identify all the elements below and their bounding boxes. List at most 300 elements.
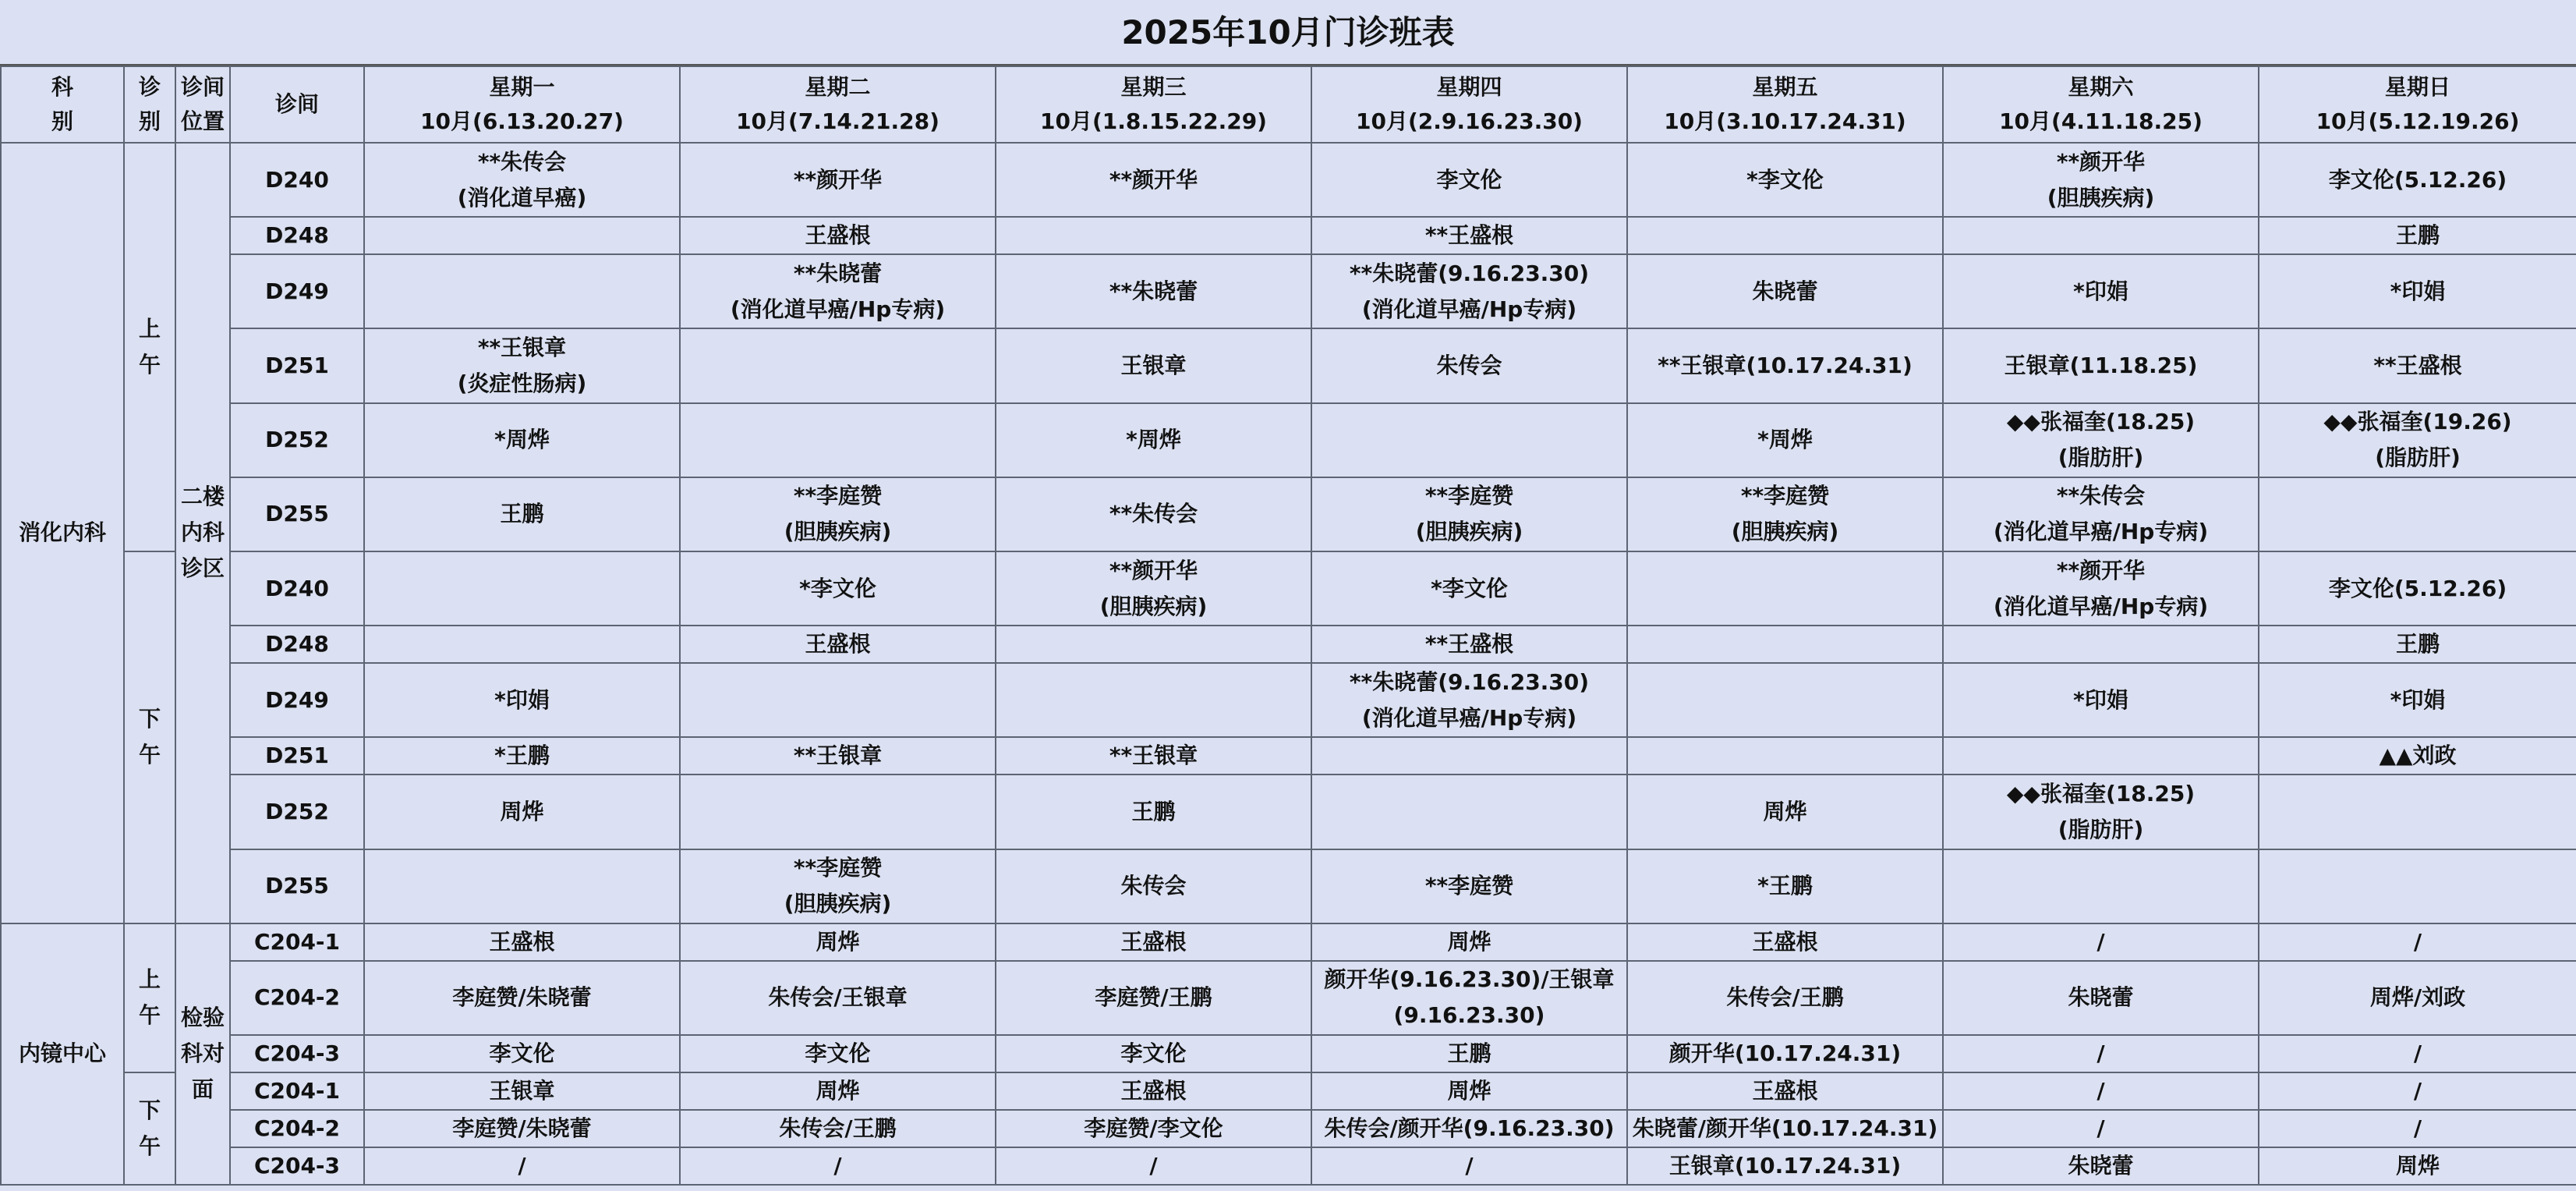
schedule-cell xyxy=(1627,626,1943,663)
doctor-entry: 王盛根 xyxy=(805,631,871,658)
doctor-entry: 李庭赞/朱晓蕾 xyxy=(452,1115,592,1141)
schedule-cell xyxy=(680,551,996,626)
schedule-cell xyxy=(364,849,680,923)
schedule-cell xyxy=(1943,923,2259,961)
doctor-entry: 李文伦 xyxy=(1436,166,1502,193)
schedule-cell xyxy=(2259,1110,2576,1147)
schedule-cell xyxy=(680,143,996,217)
header-day xyxy=(364,66,680,143)
schedule-cell xyxy=(364,663,680,737)
day-dates: 10月(3.10.17.24.31) xyxy=(1664,108,1906,134)
doctor-entry: 李文伦(5.12.26) xyxy=(2328,575,2507,601)
schedule-cell xyxy=(2259,254,2576,328)
schedule-cell xyxy=(364,143,680,217)
dept-cell: 消化内科 xyxy=(1,143,124,923)
schedule-cell xyxy=(1311,775,1627,849)
schedule-cell xyxy=(2259,143,2576,217)
doctor-entry: **颜开华 xyxy=(2056,557,2146,583)
doctor-entry: *周烨 xyxy=(1757,427,1813,453)
doctor-entry: 王银章 xyxy=(489,1077,555,1104)
schedule-row xyxy=(1,551,2576,626)
doctor-entry: 朱传会/王银章 xyxy=(768,984,908,1011)
doctor-entry: 王盛根 xyxy=(805,222,871,249)
location-label: 内科 xyxy=(180,519,225,546)
header-room: 诊间 xyxy=(230,66,364,143)
schedule-cell xyxy=(680,1072,996,1110)
doctor-entry: **朱晓蕾 xyxy=(1109,278,1198,304)
schedule-cell xyxy=(1627,1110,1943,1147)
schedule-cell xyxy=(1311,217,1627,254)
schedule-cell xyxy=(1943,217,2259,254)
session-cell xyxy=(124,143,175,551)
schedule-cell xyxy=(1943,961,2259,1035)
schedule-cell xyxy=(1311,849,1627,923)
doctor-entry: / xyxy=(518,1152,526,1179)
schedule-cell xyxy=(2259,626,2576,663)
schedule-row xyxy=(1,143,2576,217)
doctor-entry: 李文伦(5.12.26) xyxy=(2328,166,2507,193)
header-session-line: 诊 xyxy=(138,74,161,100)
header-day xyxy=(1311,66,1627,143)
doctor-entry: 朱传会/颜开华(9.16.23.30) xyxy=(1324,1115,1615,1141)
room-cell: D255 xyxy=(230,849,364,923)
doctor-entry: / xyxy=(2413,928,2422,955)
session-cell xyxy=(124,551,175,923)
room-cell: C204-2 xyxy=(230,1110,364,1147)
schedule-cell xyxy=(364,923,680,961)
schedule-cell xyxy=(1627,1035,1943,1072)
doctor-entry: 李庭赞/王鹏 xyxy=(1095,984,1212,1011)
doctor-entry: **颜开华 xyxy=(1109,166,1198,193)
doctor-entry: **颜开华 xyxy=(1109,557,1198,583)
schedule-cell xyxy=(364,961,680,1035)
doctor-entry: **王盛根 xyxy=(1424,631,1514,658)
schedule-cell xyxy=(1311,1110,1627,1147)
doctor-entry: 朱晓蕾/颜开华(10.17.24.31) xyxy=(1632,1115,1938,1141)
doctor-entry: **朱晓蕾 xyxy=(793,260,883,286)
day-dates: 10月(7.14.21.28) xyxy=(736,108,939,134)
schedule-cell xyxy=(364,626,680,663)
schedule-cell xyxy=(2259,663,2576,737)
room-cell: D251 xyxy=(230,737,364,775)
schedule-cell xyxy=(680,477,996,551)
schedule-cell xyxy=(2259,1035,2576,1072)
schedule-cell xyxy=(1627,663,1943,737)
location-label: 二楼 xyxy=(180,484,225,510)
session-label: 下 xyxy=(138,1097,161,1123)
schedule-cell xyxy=(2259,775,2576,849)
doctor-entry: 王盛根 xyxy=(1752,928,1818,955)
doctor-entry: **朱传会 xyxy=(2056,483,2146,509)
schedule-cell xyxy=(2259,1072,2576,1110)
schedule-row xyxy=(1,663,2576,737)
doctor-entry: 李庭赞/朱晓蕾 xyxy=(452,984,592,1011)
doctor-entry: 李文伦 xyxy=(805,1040,871,1066)
doctor-entry: / xyxy=(2097,1077,2105,1104)
schedule-cell xyxy=(2259,328,2576,402)
schedule-cell xyxy=(680,217,996,254)
schedule-cell xyxy=(2259,217,2576,254)
schedule-cell xyxy=(996,217,1311,254)
doctor-entry: *印娟 xyxy=(494,686,550,713)
schedule-cell xyxy=(1311,923,1627,961)
schedule-cell xyxy=(1627,477,1943,551)
header-dept xyxy=(1,66,124,143)
doctor-entry: (脂肪肝) xyxy=(2375,445,2461,471)
schedule-cell xyxy=(996,626,1311,663)
location-label: 科对 xyxy=(180,1040,225,1067)
schedule-cell xyxy=(1943,737,2259,775)
doctor-entry: *李文伦 xyxy=(1746,166,1824,193)
schedule-cell xyxy=(680,626,996,663)
schedule-cell xyxy=(680,961,996,1035)
doctor-entry: (胆胰疾病) xyxy=(1415,519,1523,545)
schedule-cell xyxy=(680,254,996,328)
schedule-cell xyxy=(2259,477,2576,551)
session-label: 下 xyxy=(138,706,161,732)
schedule-cell xyxy=(1943,143,2259,217)
schedule-row xyxy=(1,923,2576,961)
schedule-cell xyxy=(2259,849,2576,923)
doctor-entry: *印娟 xyxy=(2073,686,2128,713)
doctor-entry: 周烨 xyxy=(500,798,544,824)
doctor-entry: 周烨 xyxy=(1447,928,1491,955)
doctor-entry: / xyxy=(2413,1077,2422,1104)
room-cell: D249 xyxy=(230,254,364,328)
doctor-entry: 王鹏 xyxy=(1131,798,1176,824)
schedule-cell xyxy=(1311,663,1627,737)
schedule-row xyxy=(1,254,2576,328)
header-session-line: 别 xyxy=(138,108,161,134)
schedule-cell xyxy=(996,551,1311,626)
schedule-cell xyxy=(1311,328,1627,402)
room-cell: D255 xyxy=(230,477,364,551)
doctor-entry: 周烨 xyxy=(2395,1152,2440,1179)
header-day xyxy=(1627,66,1943,143)
doctor-entry: **李庭赞 xyxy=(793,483,883,509)
room-cell: D251 xyxy=(230,328,364,402)
doctor-entry: **颜开华 xyxy=(2056,148,2146,175)
doctor-entry: ◆◆张福奎(18.25) xyxy=(2006,780,2196,806)
location-cell xyxy=(175,923,230,1185)
schedule-cell xyxy=(1627,923,1943,961)
doctor-entry: **王银章 xyxy=(793,743,883,769)
schedule-cell xyxy=(680,775,996,849)
doctor-entry: 周烨 xyxy=(1763,798,1807,824)
doctor-entry: 颜开华(9.16.23.30)/王银章 xyxy=(1324,966,1615,993)
doctor-entry: **王银章 xyxy=(1109,743,1198,769)
schedule-cell xyxy=(680,1147,996,1185)
schedule-cell xyxy=(1627,551,1943,626)
session-label: 午 xyxy=(138,1002,161,1029)
schedule-cell xyxy=(364,477,680,551)
schedule-cell xyxy=(996,254,1311,328)
schedule-cell xyxy=(996,403,1311,477)
day-name: 星期四 xyxy=(1436,74,1502,100)
doctor-entry: / xyxy=(2097,928,2105,955)
header-day xyxy=(2259,66,2576,143)
day-name: 星期五 xyxy=(1752,74,1818,100)
doctor-entry: 朱传会 xyxy=(1436,352,1502,378)
schedule-cell xyxy=(1943,626,2259,663)
schedule-cell xyxy=(364,328,680,402)
room-cell: C204-2 xyxy=(230,961,364,1035)
schedule-row xyxy=(1,1072,2576,1110)
schedule-cell xyxy=(2259,551,2576,626)
schedule-cell xyxy=(2259,923,2576,961)
doctor-entry: (胆胰疾病) xyxy=(784,519,892,545)
doctor-entry: 王鹏 xyxy=(2395,631,2440,658)
doctor-entry: **王银章 xyxy=(477,334,567,360)
schedule-cell xyxy=(1311,737,1627,775)
schedule-row xyxy=(1,626,2576,663)
doctor-entry: (消化道早癌/Hp专病) xyxy=(1361,704,1577,731)
doctor-entry: (胆胰疾病) xyxy=(1731,519,1839,545)
session-cell xyxy=(124,1072,175,1185)
doctor-entry: **王银章(10.17.24.31) xyxy=(1658,352,1913,378)
doctor-entry: *王鹏 xyxy=(494,743,550,769)
room-cell: D240 xyxy=(230,143,364,217)
schedule-cell xyxy=(996,1072,1311,1110)
schedule-cell xyxy=(1627,1072,1943,1110)
schedule-cell xyxy=(1627,403,1943,477)
room-cell: D248 xyxy=(230,217,364,254)
doctor-entry: 周烨 xyxy=(816,928,860,955)
header-dept-line: 科 xyxy=(51,74,73,100)
doctor-entry: *印娟 xyxy=(2073,278,2128,304)
location-label: 面 xyxy=(191,1076,214,1103)
schedule-row xyxy=(1,217,2576,254)
doctor-entry: **朱传会 xyxy=(477,148,567,175)
schedule-cell xyxy=(2259,737,2576,775)
schedule-row xyxy=(1,1035,2576,1072)
doctor-entry: ▲▲刘政 xyxy=(2379,743,2457,769)
schedule-cell xyxy=(1627,328,1943,402)
doctor-entry: 王盛根 xyxy=(1120,1077,1187,1104)
room-cell: C204-3 xyxy=(230,1035,364,1072)
schedule-cell xyxy=(364,551,680,626)
doctor-entry: ◆◆张福奎(19.26) xyxy=(2323,409,2512,435)
day-dates: 10月(2.9.16.23.30) xyxy=(1356,108,1583,134)
doctor-entry: 王鹏 xyxy=(1447,1040,1491,1066)
doctor-entry: **李庭赞 xyxy=(793,855,883,881)
doctor-entry: (9.16.23.30) xyxy=(1393,1002,1545,1029)
schedule-cell xyxy=(996,328,1311,402)
schedule-row xyxy=(1,775,2576,849)
doctor-entry: (消化道早癌/Hp专病) xyxy=(1993,519,2209,545)
schedule-cell xyxy=(1627,1147,1943,1185)
schedule-cell xyxy=(1627,961,1943,1035)
room-cell: C204-3 xyxy=(230,1147,364,1185)
schedule-cell xyxy=(2259,961,2576,1035)
schedule-cell xyxy=(1311,1147,1627,1185)
schedule-cell xyxy=(996,1035,1311,1072)
schedule-cell xyxy=(1943,477,2259,551)
doctor-entry: / xyxy=(2097,1040,2105,1066)
schedule-cell xyxy=(680,737,996,775)
schedule-body xyxy=(1,66,2576,1185)
doctor-entry: 王盛根 xyxy=(1752,1077,1818,1104)
schedule-cell xyxy=(2259,403,2576,477)
schedule-cell xyxy=(996,961,1311,1035)
day-name: 星期日 xyxy=(2384,74,2450,100)
schedule-cell xyxy=(364,403,680,477)
schedule-cell xyxy=(364,1072,680,1110)
session-label: 上 xyxy=(138,966,161,993)
doctor-entry: / xyxy=(1465,1152,1474,1179)
header-location-line: 位置 xyxy=(180,108,225,134)
doctor-entry: 李庭赞/李文伦 xyxy=(1084,1115,1223,1141)
schedule-cell xyxy=(2259,1147,2576,1185)
schedule-row xyxy=(1,328,2576,402)
doctor-entry: *周烨 xyxy=(494,427,550,453)
doctor-entry: 颜开华(10.17.24.31) xyxy=(1668,1040,1902,1066)
doctor-entry: (炎症性肠病) xyxy=(457,370,587,396)
schedule-cell xyxy=(364,217,680,254)
header-dept-line: 别 xyxy=(51,108,73,134)
doctor-entry: 朱晓蕾 xyxy=(1752,278,1818,304)
doctor-entry: *李文伦 xyxy=(1431,575,1508,601)
header-location-line: 诊间 xyxy=(180,74,225,100)
doctor-entry: 王银章(10.17.24.31) xyxy=(1668,1152,1902,1179)
doctor-entry: **王盛根 xyxy=(1424,222,1514,249)
doctor-entry: **朱晓蕾(9.16.23.30) xyxy=(1349,668,1590,695)
schedule-cell xyxy=(680,1110,996,1147)
doctor-entry: (消化道早癌/Hp专病) xyxy=(1993,593,2209,619)
schedule-cell xyxy=(364,1110,680,1147)
day-name: 星期二 xyxy=(805,74,871,100)
schedule-cell xyxy=(364,737,680,775)
schedule-cell xyxy=(1311,551,1627,626)
location-cell xyxy=(175,143,230,923)
schedule-cell xyxy=(1311,254,1627,328)
session-label: 午 xyxy=(138,742,161,768)
doctor-entry: **颜开华 xyxy=(793,166,883,193)
doctor-entry: 朱晓蕾 xyxy=(2068,984,2134,1011)
doctor-entry: 王鹏 xyxy=(500,501,544,527)
schedule-cell xyxy=(1627,254,1943,328)
schedule-cell xyxy=(996,663,1311,737)
schedule-row xyxy=(1,477,2576,551)
doctor-entry: 王银章(11.18.25) xyxy=(2004,352,2198,378)
doctor-entry: (消化道早癌/Hp专病) xyxy=(730,296,946,322)
room-cell: D252 xyxy=(230,775,364,849)
room-cell: D249 xyxy=(230,663,364,737)
day-name: 星期三 xyxy=(1120,74,1187,100)
schedule-cell xyxy=(996,477,1311,551)
schedule-row xyxy=(1,849,2576,923)
schedule-cell xyxy=(1311,1035,1627,1072)
room-cell: C204-1 xyxy=(230,1072,364,1110)
schedule-cell xyxy=(364,1035,680,1072)
schedule-row xyxy=(1,403,2576,477)
location-label: 检验 xyxy=(180,1005,225,1031)
schedule-cell xyxy=(1311,626,1627,663)
doctor-entry: *王鹏 xyxy=(1757,873,1813,899)
doctor-entry: *印娟 xyxy=(2390,686,2446,713)
schedule-cell xyxy=(680,403,996,477)
schedule-cell xyxy=(1311,143,1627,217)
doctor-entry: / xyxy=(1149,1152,1158,1179)
doctor-entry: **朱传会 xyxy=(1109,501,1198,527)
day-dates: 10月(1.8.15.22.29) xyxy=(1040,108,1267,134)
room-cell: D248 xyxy=(230,626,364,663)
schedule-cell xyxy=(1943,328,2259,402)
doctor-entry: (消化道早癌) xyxy=(457,184,587,211)
doctor-entry: (脂肪肝) xyxy=(2058,816,2144,842)
doctor-entry: (胆胰疾病) xyxy=(2047,184,2155,211)
doctor-entry: ◆◆张福奎(18.25) xyxy=(2006,409,2196,435)
schedule-cell xyxy=(680,1035,996,1072)
session-cell xyxy=(124,923,175,1072)
doctor-entry: **李庭赞 xyxy=(1740,483,1830,509)
doctor-entry: / xyxy=(2097,1115,2105,1141)
page-title: 2025年10月门诊班表 xyxy=(0,0,2576,66)
doctor-entry: / xyxy=(2413,1115,2422,1141)
doctor-entry: 王鹏 xyxy=(2395,222,2440,249)
session-label: 午 xyxy=(138,1133,161,1159)
schedule-cell xyxy=(364,254,680,328)
doctor-entry: (消化道早癌/Hp专病) xyxy=(1361,296,1577,322)
schedule-cell xyxy=(1943,551,2259,626)
doctor-entry: 王银章 xyxy=(1120,352,1187,378)
day-name: 星期六 xyxy=(2068,74,2134,100)
header-day xyxy=(1943,66,2259,143)
schedule-cell xyxy=(1627,775,1943,849)
schedule-cell xyxy=(1627,143,1943,217)
schedule-cell xyxy=(1943,1110,2259,1147)
doctor-entry: 朱晓蕾 xyxy=(2068,1152,2134,1179)
schedule-cell xyxy=(1627,737,1943,775)
session-label: 午 xyxy=(138,351,161,378)
schedule-cell xyxy=(996,1110,1311,1147)
doctor-entry: *李文伦 xyxy=(799,575,876,601)
doctor-entry: (脂肪肝) xyxy=(2058,445,2144,471)
schedule-cell xyxy=(1943,663,2259,737)
doctor-entry: **李庭赞 xyxy=(1424,483,1514,509)
schedule-cell xyxy=(1943,254,2259,328)
header-session xyxy=(124,66,175,143)
doctor-entry: 朱传会/王鹏 xyxy=(779,1115,897,1141)
schedule-cell xyxy=(1311,961,1627,1035)
doctor-entry: 王盛根 xyxy=(1120,928,1187,955)
schedule-cell xyxy=(1943,1035,2259,1072)
doctor-entry: 朱传会/王鹏 xyxy=(1726,984,1844,1011)
day-dates: 10月(4.11.18.25) xyxy=(1999,108,2203,134)
doctor-entry: 王盛根 xyxy=(489,928,555,955)
dept-cell: 内镜中心 xyxy=(1,923,124,1185)
schedule-row xyxy=(1,961,2576,1035)
schedule-row xyxy=(1,1110,2576,1147)
doctor-entry: 周烨/刘政 xyxy=(2369,984,2466,1011)
schedule-cell xyxy=(1943,849,2259,923)
doctor-entry: (胆胰疾病) xyxy=(1099,593,1208,619)
doctor-entry: **朱晓蕾(9.16.23.30) xyxy=(1349,260,1590,286)
room-cell: D252 xyxy=(230,403,364,477)
day-dates: 10月(6.13.20.27) xyxy=(420,108,624,134)
doctor-entry: 周烨 xyxy=(816,1077,860,1104)
schedule-cell xyxy=(680,849,996,923)
schedule-cell xyxy=(680,328,996,402)
schedule-table xyxy=(0,66,2576,1186)
location-label: 诊区 xyxy=(180,555,225,582)
schedule-cell xyxy=(996,737,1311,775)
doctor-entry: **李庭赞 xyxy=(1424,873,1514,899)
doctor-entry: 李文伦 xyxy=(489,1040,555,1066)
day-name: 星期一 xyxy=(489,74,555,100)
schedule-cell xyxy=(996,849,1311,923)
schedule-cell xyxy=(364,775,680,849)
